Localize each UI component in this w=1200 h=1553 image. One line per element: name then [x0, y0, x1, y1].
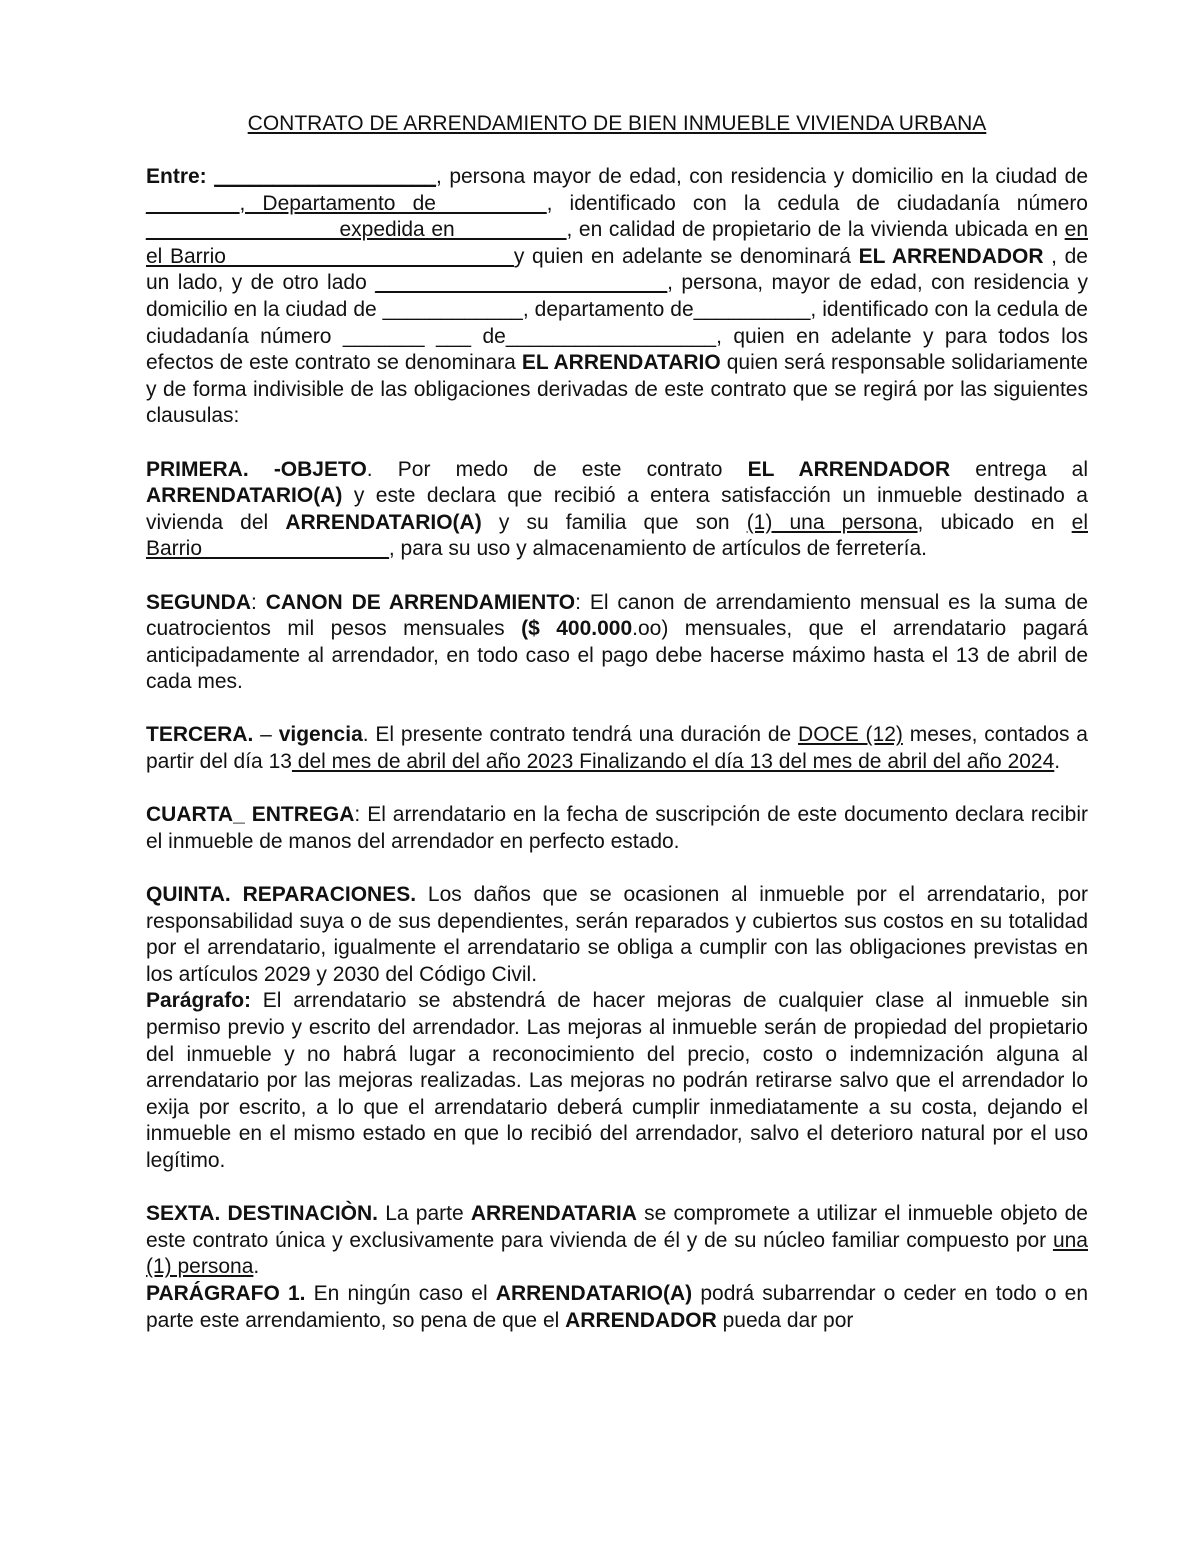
arrendador-term: EL ARRENDADOR — [858, 244, 1044, 268]
paragrafo-heading: Parágrafo: — [146, 989, 252, 1013]
clause-sexta: SEXTA. DESTINACIÒN. La parte ARRENDATARIA se compromete a utilizar el inmueble objeto de este contrato única y exclusivamente para vivienda de él y de su núcleo familiar compuesto por una (1) persona. — [146, 1202, 1088, 1279]
rent-amount: ($ 400.000 — [521, 617, 633, 641]
clause-tercera: TERCERA. – vigencia. El presente contrato tendrá una duración de DOCE (12) meses, contados a partir del día 13 del mes de abril del año 2023 Finalizando el día 13 del mes de abril del año 2024. — [146, 723, 1088, 774]
paragrafo-1: PARÁGRAFO 1. En ningún caso el ARRENDATARIO(A) podrá subarrendar o ceder en todo o en parte este arrendamiento, so pena de que el ARRENDADOR pueda dar por — [146, 1281, 1088, 1332]
clause-cuarta: CUARTA_ ENTREGA: El arrendatario en la fecha de suscripción de este documento declara recibir el inmueble de manos del arrendador en perfecto estado. — [146, 803, 1088, 853]
title-text: CONTRATO DE ARRENDAMIENTO DE BIEN INMUEBLE VIVIENDA URBANA — [247, 112, 987, 135]
clause-heading: TERCERA. — [146, 723, 254, 747]
blank-barrio: en el Barrio ________________________ — [146, 218, 1088, 268]
blank-id-number: ________________ expedida en _________ — [146, 218, 567, 242]
document-title — [146, 112, 1088, 136]
clause-quinta: QUINTA. REPARACIONES. Los daños que se ocasionen al inmueble por el arrendatario, por responsabilidad suya o de sus dependientes, serán reparados y cubiertos sus costos en su totalidad por el arrendatario, igualmente el arrendatario se obliga a cumplir con las obligaciones previstas en los artículos 2029 y 2030 del Código Civil. — [146, 883, 1088, 986]
clause-heading: SEGUNDA — [146, 590, 252, 614]
entre-label: Entre: ___________________ — [146, 165, 437, 188]
clause-heading: PRIMERA. -OBJETO — [146, 457, 367, 481]
blank-tenant-name: _________________________ — [375, 271, 668, 295]
paragrafo-heading: PARÁGRAFO 1. — [146, 1281, 306, 1305]
clause-segunda: SEGUNDA: CANON DE ARRENDAMIENTO: El canon de arrendamiento mensual es la suma de cuatrocientos mil pesos mensuales ($ 400.000.oo) mensuales, que el arrendatario pagará anticipadamente al arrendador, en todo caso el pago debe hacerse máximo hasta el 13 de abril de cada mes. — [146, 590, 1088, 694]
blank-department: , Departamento de ________ — [239, 191, 547, 215]
clause-heading: SEXTA. DESTINACIÒN. — [146, 1202, 379, 1226]
clause-heading: QUINTA. REPARACIONES. — [146, 883, 417, 907]
arrendatario-term: EL ARRENDATARIO — [521, 351, 721, 375]
clause-primera: PRIMERA. -OBJETO. Por medo de este contrato EL ARRENDADOR entrega al ARRENDATARIO(A) y este declara que recibió a entera satisfacción un inmueble destinado a vivienda del ARRENDATARIO(A) y su familia que son (1) una persona, ubicado en el Barrio________________, para su uso y almacenamiento de artículos de ferretería. — [146, 457, 1089, 561]
blank-city: ________ — [146, 191, 240, 215]
intro-paragraph: Entre: ___________________, persona mayor de edad, con residencia y domicilio en la ciudad de ________, Departamento de ________, identificado con la cedula de ciudadanía número ________________ expedida en _________, en calidad de propietario de la vivienda ubicada en en el Barrio ________________________y quien en adelante se denominará EL ARRENDADOR , de un lado, y de otro lado _________________________, persona, mayor de edad, con residencia y domicilio en la ciudad de ____________, departamento de__________, identificado con la cedula de ciudadanía número _______ ___ de__________________, quien en adelante y para todos los efectos de este contrato se denominara EL ARRENDATARIO quien será responsable solidariamente y de forma indivisible de las obligaciones derivadas de este contrato que se regirá por las siguientes clausulas: — [146, 165, 1088, 428]
paragrafo: Parágrafo: El arrendatario se abstendrá de hacer mejoras de cualquier clase al inmueble sin permiso previo y escrito del arrendador. Las mejoras al inmueble serán de propiedad del propietario del inmueble y no habrá lugar a reconocimiento del precio, costo o indemnización alguna al arrendatario por las mejoras realizadas. Las mejoras no podrán retirarse salvo que el arrendador lo exija por escrito, a lo que el arrendatario deberá cumplir inmediatamente a su costa, dejando el inmueble en el mismo estado en que lo recibió del arrendador, salvo el deterioro natural por el uso legítimo. — [146, 989, 1088, 1172]
clause-heading: CUARTA_ ENTREGA — [146, 803, 355, 827]
